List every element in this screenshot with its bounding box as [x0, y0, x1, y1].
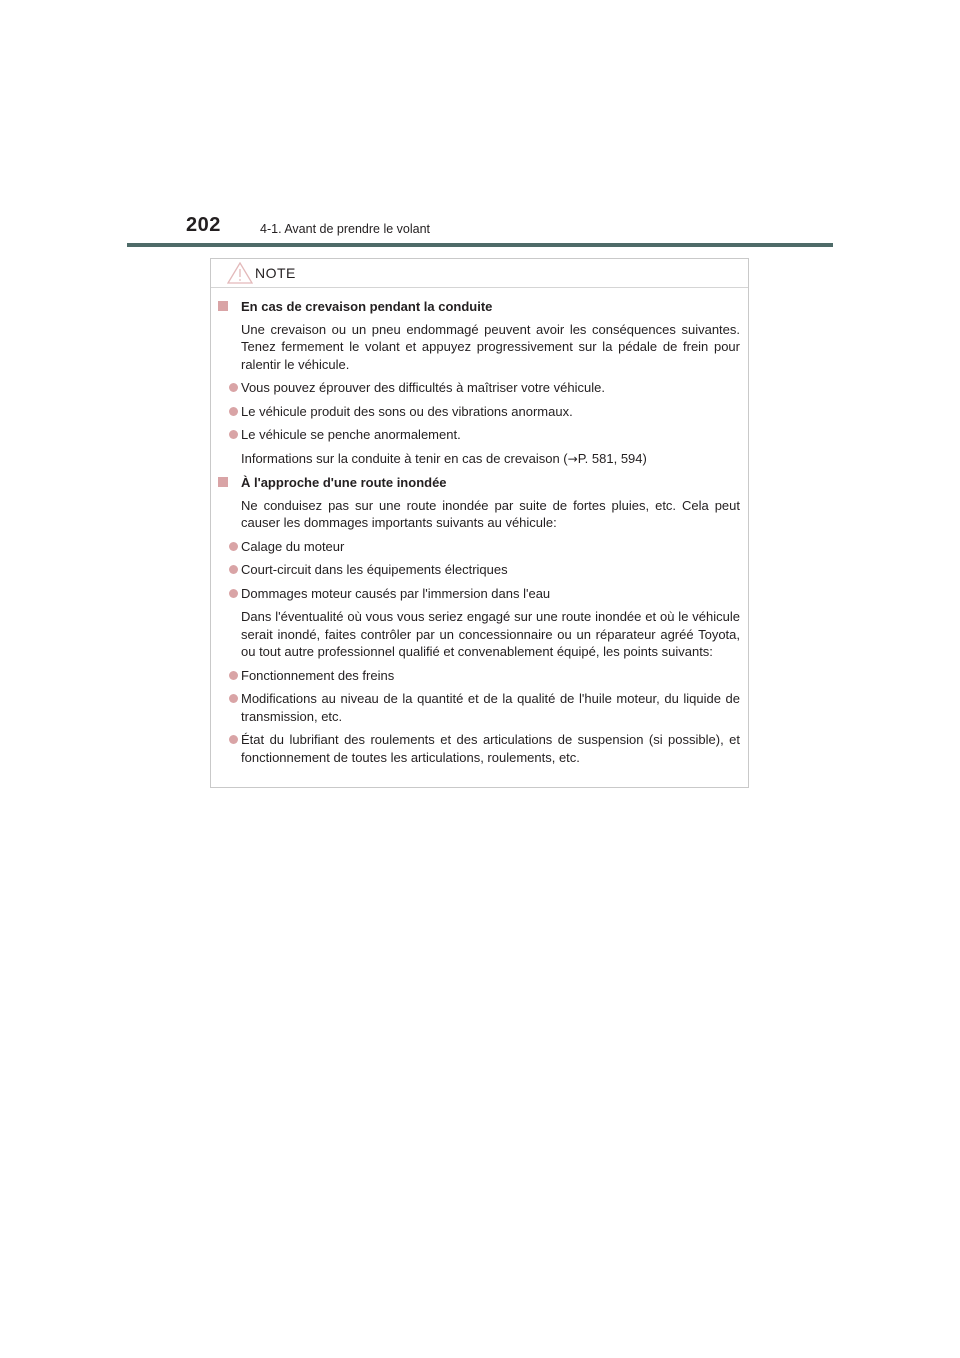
- circle-bullet-icon: [229, 565, 238, 574]
- circle-bullet-icon: [229, 671, 238, 680]
- circle-bullet-icon: [229, 735, 238, 744]
- circle-bullet-icon: [229, 430, 238, 439]
- list-item: Vous pouvez éprouver des difficultés à maîtriser votre véhicule.: [217, 379, 740, 397]
- list-item: Dommages moteur causés par l'immersion dans l'eau: [217, 585, 740, 603]
- section-title: 4-1. Avant de prendre le volant: [260, 222, 431, 236]
- square-bullet-icon: [218, 477, 228, 487]
- list-item: État du lubrifiant des roulements et des articulations de suspension (si possible), et fonctionnement de toutes les articulations, roulements, etc.: [217, 731, 740, 766]
- circle-bullet-icon: [229, 589, 238, 598]
- list-item: Fonctionnement des freins: [217, 667, 740, 685]
- circle-bullet-icon: [229, 694, 238, 703]
- note-header: [211, 259, 748, 288]
- list-item: Le véhicule produit des sons ou des vibrations anormaux.: [217, 403, 740, 421]
- circle-bullet-icon: [229, 383, 238, 392]
- list-item: Court-circuit dans les équipements électriques: [217, 561, 740, 579]
- note-box: [210, 258, 749, 788]
- circle-bullet-icon: [229, 542, 238, 551]
- list-item: Le véhicule se penche anormalement.: [217, 426, 740, 444]
- page-reference: Informations sur la conduite à tenir en cas de crevaison (→P. 581, 594): [241, 450, 647, 466]
- note-label: NOTE: [255, 265, 296, 281]
- paragraph: Une crevaison ou un pneu endommagé peuvent avoir les conséquences suivantes. Tenez fermement le volant et appuyez progressivement sur la pédale de frein pour ralentir le véhicule.: [241, 321, 740, 372]
- paragraph: Ne conduisez pas sur une route inondée par suite de fortes pluies, etc. Cela peut causer les dommages importants suivants au véhicule:: [241, 497, 740, 530]
- header-rule: [127, 243, 833, 247]
- list-item: Modifications au niveau de la quantité et de la qualité de l'huile moteur, du liquide de transmission, etc.: [217, 690, 740, 725]
- section-heading: À l'approche d'une route inondée: [217, 474, 740, 492]
- list-item: Calage du moteur: [217, 538, 740, 556]
- paragraph: Dans l'éventualité où vous vous seriez engagé sur une route inondée et où le véhicule serait inondé, faites contrôler par un concessionnaire ou un réparateur agréé Toyota, ou tout autre professionnel qualifié et convenablement équipé, les points suivants:: [241, 609, 740, 659]
- circle-bullet-icon: [229, 407, 238, 416]
- arrow-icon: →: [567, 451, 578, 466]
- note-body: [211, 288, 748, 766]
- warning-triangle-icon: [227, 262, 253, 284]
- section-heading: En cas de crevaison pendant la conduite: [217, 298, 740, 316]
- page-number: 202: [186, 214, 221, 236]
- square-bullet-icon: [218, 301, 228, 311]
